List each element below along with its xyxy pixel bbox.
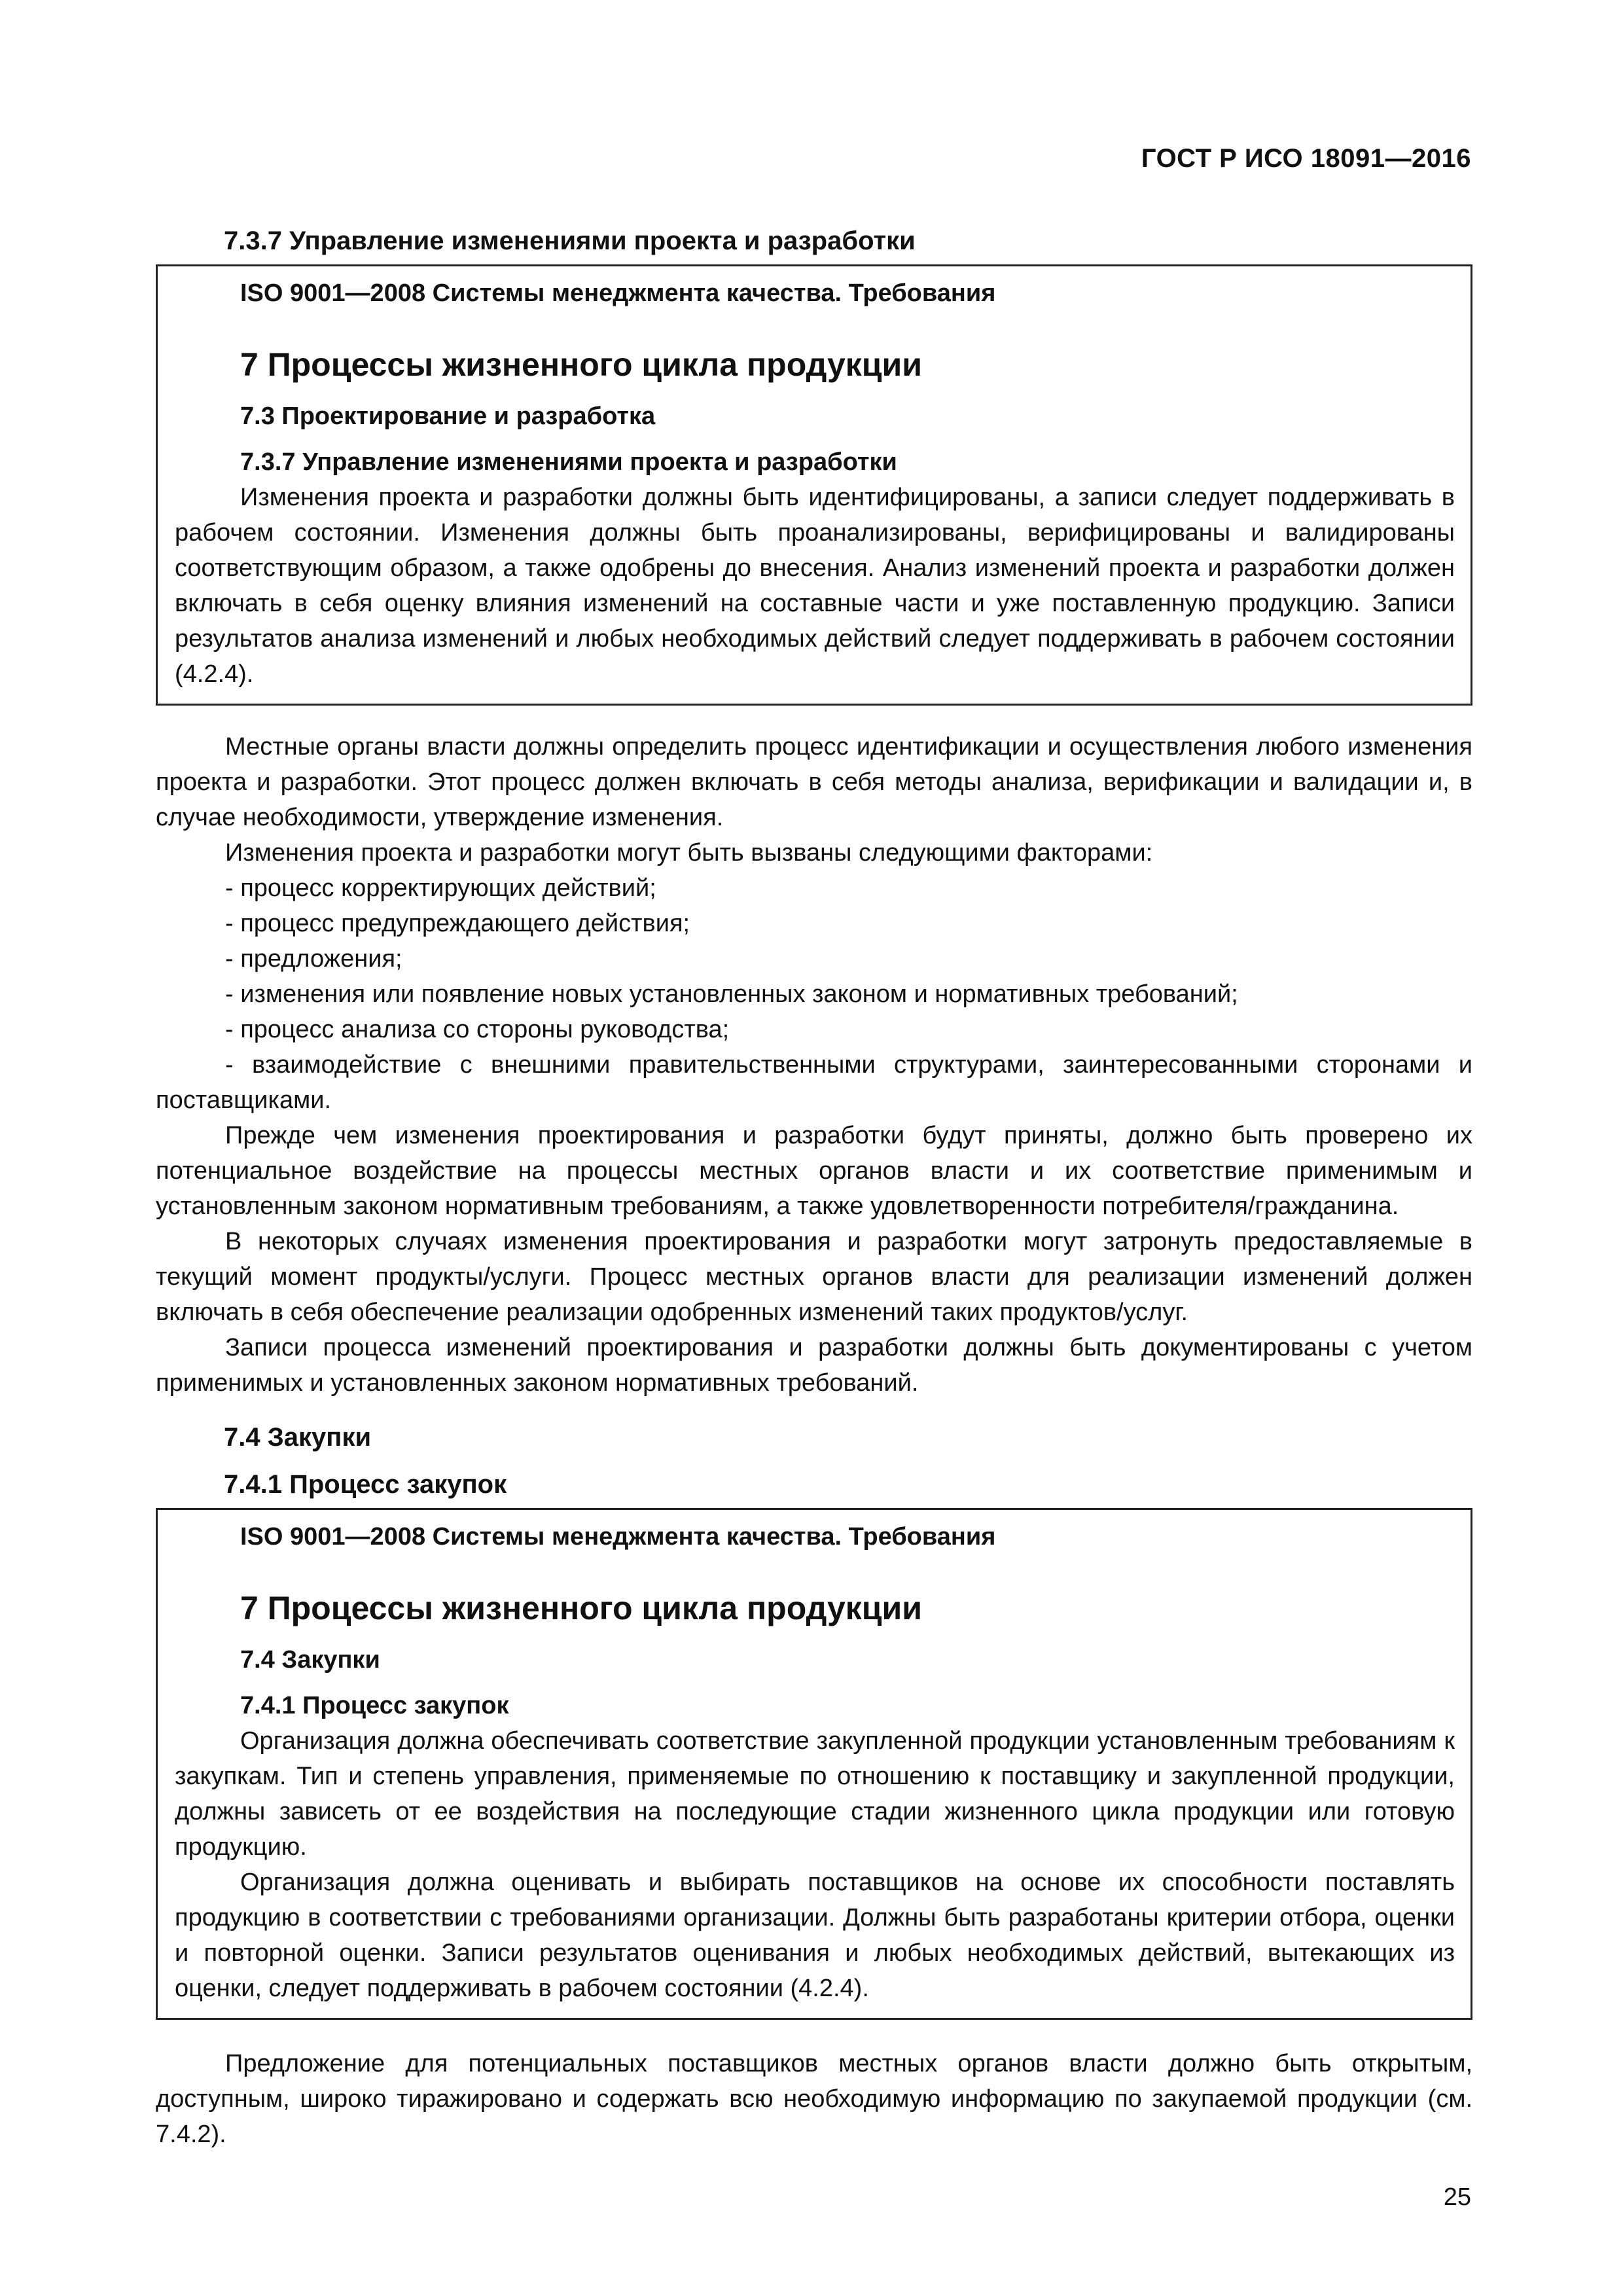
- quote-subsection-title: 7.4 Закупки: [240, 1646, 380, 1674]
- factors-list: [156, 870, 1472, 1118]
- quote-text: Изменения проекта и разработки должны быть идентифицированы, а записи следует поддерживать в рабочем состоянии. Изменения должны быть проанализированы, верифицированы и валидированы соответствующим образом, а также одобрены до внесения. Анализ изменений проекта и разработки должен включать в себя оценку влияния изменений на составные части и уже поставленную продукцию. Записи результатов анализа изменений и любых необходимых действий следует поддерживать в рабочем состоянии (4.2.4).: [175, 484, 1455, 688]
- iso-quote-box-741: [156, 1508, 1472, 2020]
- body-paragraph: В некоторых случаях изменения проектирования и разработки могут затронуть предоставляемые в текущий момент продукты/услуги. Процесс местных органов власти для реализации изменений должен включать в себя обеспечение реализации одобренных изменений таких продуктов/услуг.: [156, 1228, 1472, 1326]
- body-paragraph: Прежде чем изменения проектирования и разработки будут приняты, должно быть проверено их потенциальное воздействие на процессы местных органов власти и их соответствие применимым и установленным законом нормативным требованиям, а также удовлетворенности потребителя/гражданина.: [156, 1122, 1472, 1220]
- quote-clause-title: 7.3.7 Управление изменениями проекта и разработки: [240, 448, 897, 476]
- list-item: - предложения;: [225, 945, 402, 973]
- section-heading-741: 7.4.1 Процесс закупок: [224, 1470, 507, 1499]
- iso-quote-box-737: [156, 264, 1472, 706]
- section-heading-74: 7.4 Закупки: [224, 1423, 372, 1452]
- quote-clause-title: 7.4.1 Процесс закупок: [240, 1692, 509, 1719]
- quote-source: ISO 9001—2008 Системы менеджмента качества. Требования: [240, 1523, 996, 1551]
- list-item: - взаимодействие с внешними правительственными структурами, заинтересованными сторонами и поставщиками.: [156, 1051, 1472, 1114]
- quote-subsection-title: 7.3 Проектирование и разработка: [240, 403, 656, 430]
- quote-source: ISO 9001—2008 Системы менеджмента качества. Требования: [240, 279, 996, 307]
- quote-chapter-title: 7 Процессы жизненного цикла продукции: [240, 1590, 922, 1626]
- body-paragraph: Записи процесса изменений проектирования и разработки должны быть документированы с учетом применимых и установленных законом нормативных требований.: [156, 1334, 1472, 1397]
- quote-chapter-title: 7 Процессы жизненного цикла продукции: [240, 346, 922, 383]
- list-item: - процесс анализа со стороны руководства;: [225, 1016, 730, 1043]
- body-paragraph: Местные органы власти должны определить процесс идентификации и осуществления любого изменения проекта и разработки. Этот процесс должен включать в себя методы анализа, верификации и валидации и, в случае необходимости, утверждение изменения.: [156, 733, 1472, 831]
- page-content: [156, 223, 1472, 2152]
- page-number: 25: [1443, 2183, 1471, 2211]
- body-paragraph: Предложение для потенциальных поставщиков местных органов власти должно быть открытым, доступным, широко тиражировано и содержать всю необходимую информацию по закупаемой продукции (см. 7.4.2).: [156, 2050, 1472, 2148]
- quote-text: Организация должна оценивать и выбирать поставщиков на основе их способности поставлять продукцию в соответствии с требованиями организации. Должны быть разработаны критерии отбора, оценки и повторной оценки. Записи результатов оценивания и любых необходимых действий, вытекающих из оценки, следует поддерживать в рабочем состоянии (4.2.4).: [175, 1869, 1455, 2002]
- list-item: - процесс корректирующих действий;: [225, 874, 656, 902]
- list-item: - процесс предупреждающего действия;: [225, 910, 690, 937]
- body-paragraph: Изменения проекта и разработки могут быть вызваны следующими факторами:: [225, 839, 1153, 867]
- document-code: ГОСТ Р ИСО 18091—2016: [1141, 144, 1471, 173]
- list-item: - изменения или появление новых установленных законом и нормативных требований;: [225, 980, 1238, 1008]
- quote-text: Организация должна обеспечивать соответствие закупленной продукции установленным требованиям к закупкам. Тип и степень управления, применяемые по отношению к поставщику и закупленной продукции, должны зависеть от ее воздействия на последующие стадии жизненного цикла продукции или готовую продукцию.: [175, 1727, 1455, 1861]
- section-heading-737: 7.3.7 Управление изменениями проекта и разработки: [224, 226, 916, 255]
